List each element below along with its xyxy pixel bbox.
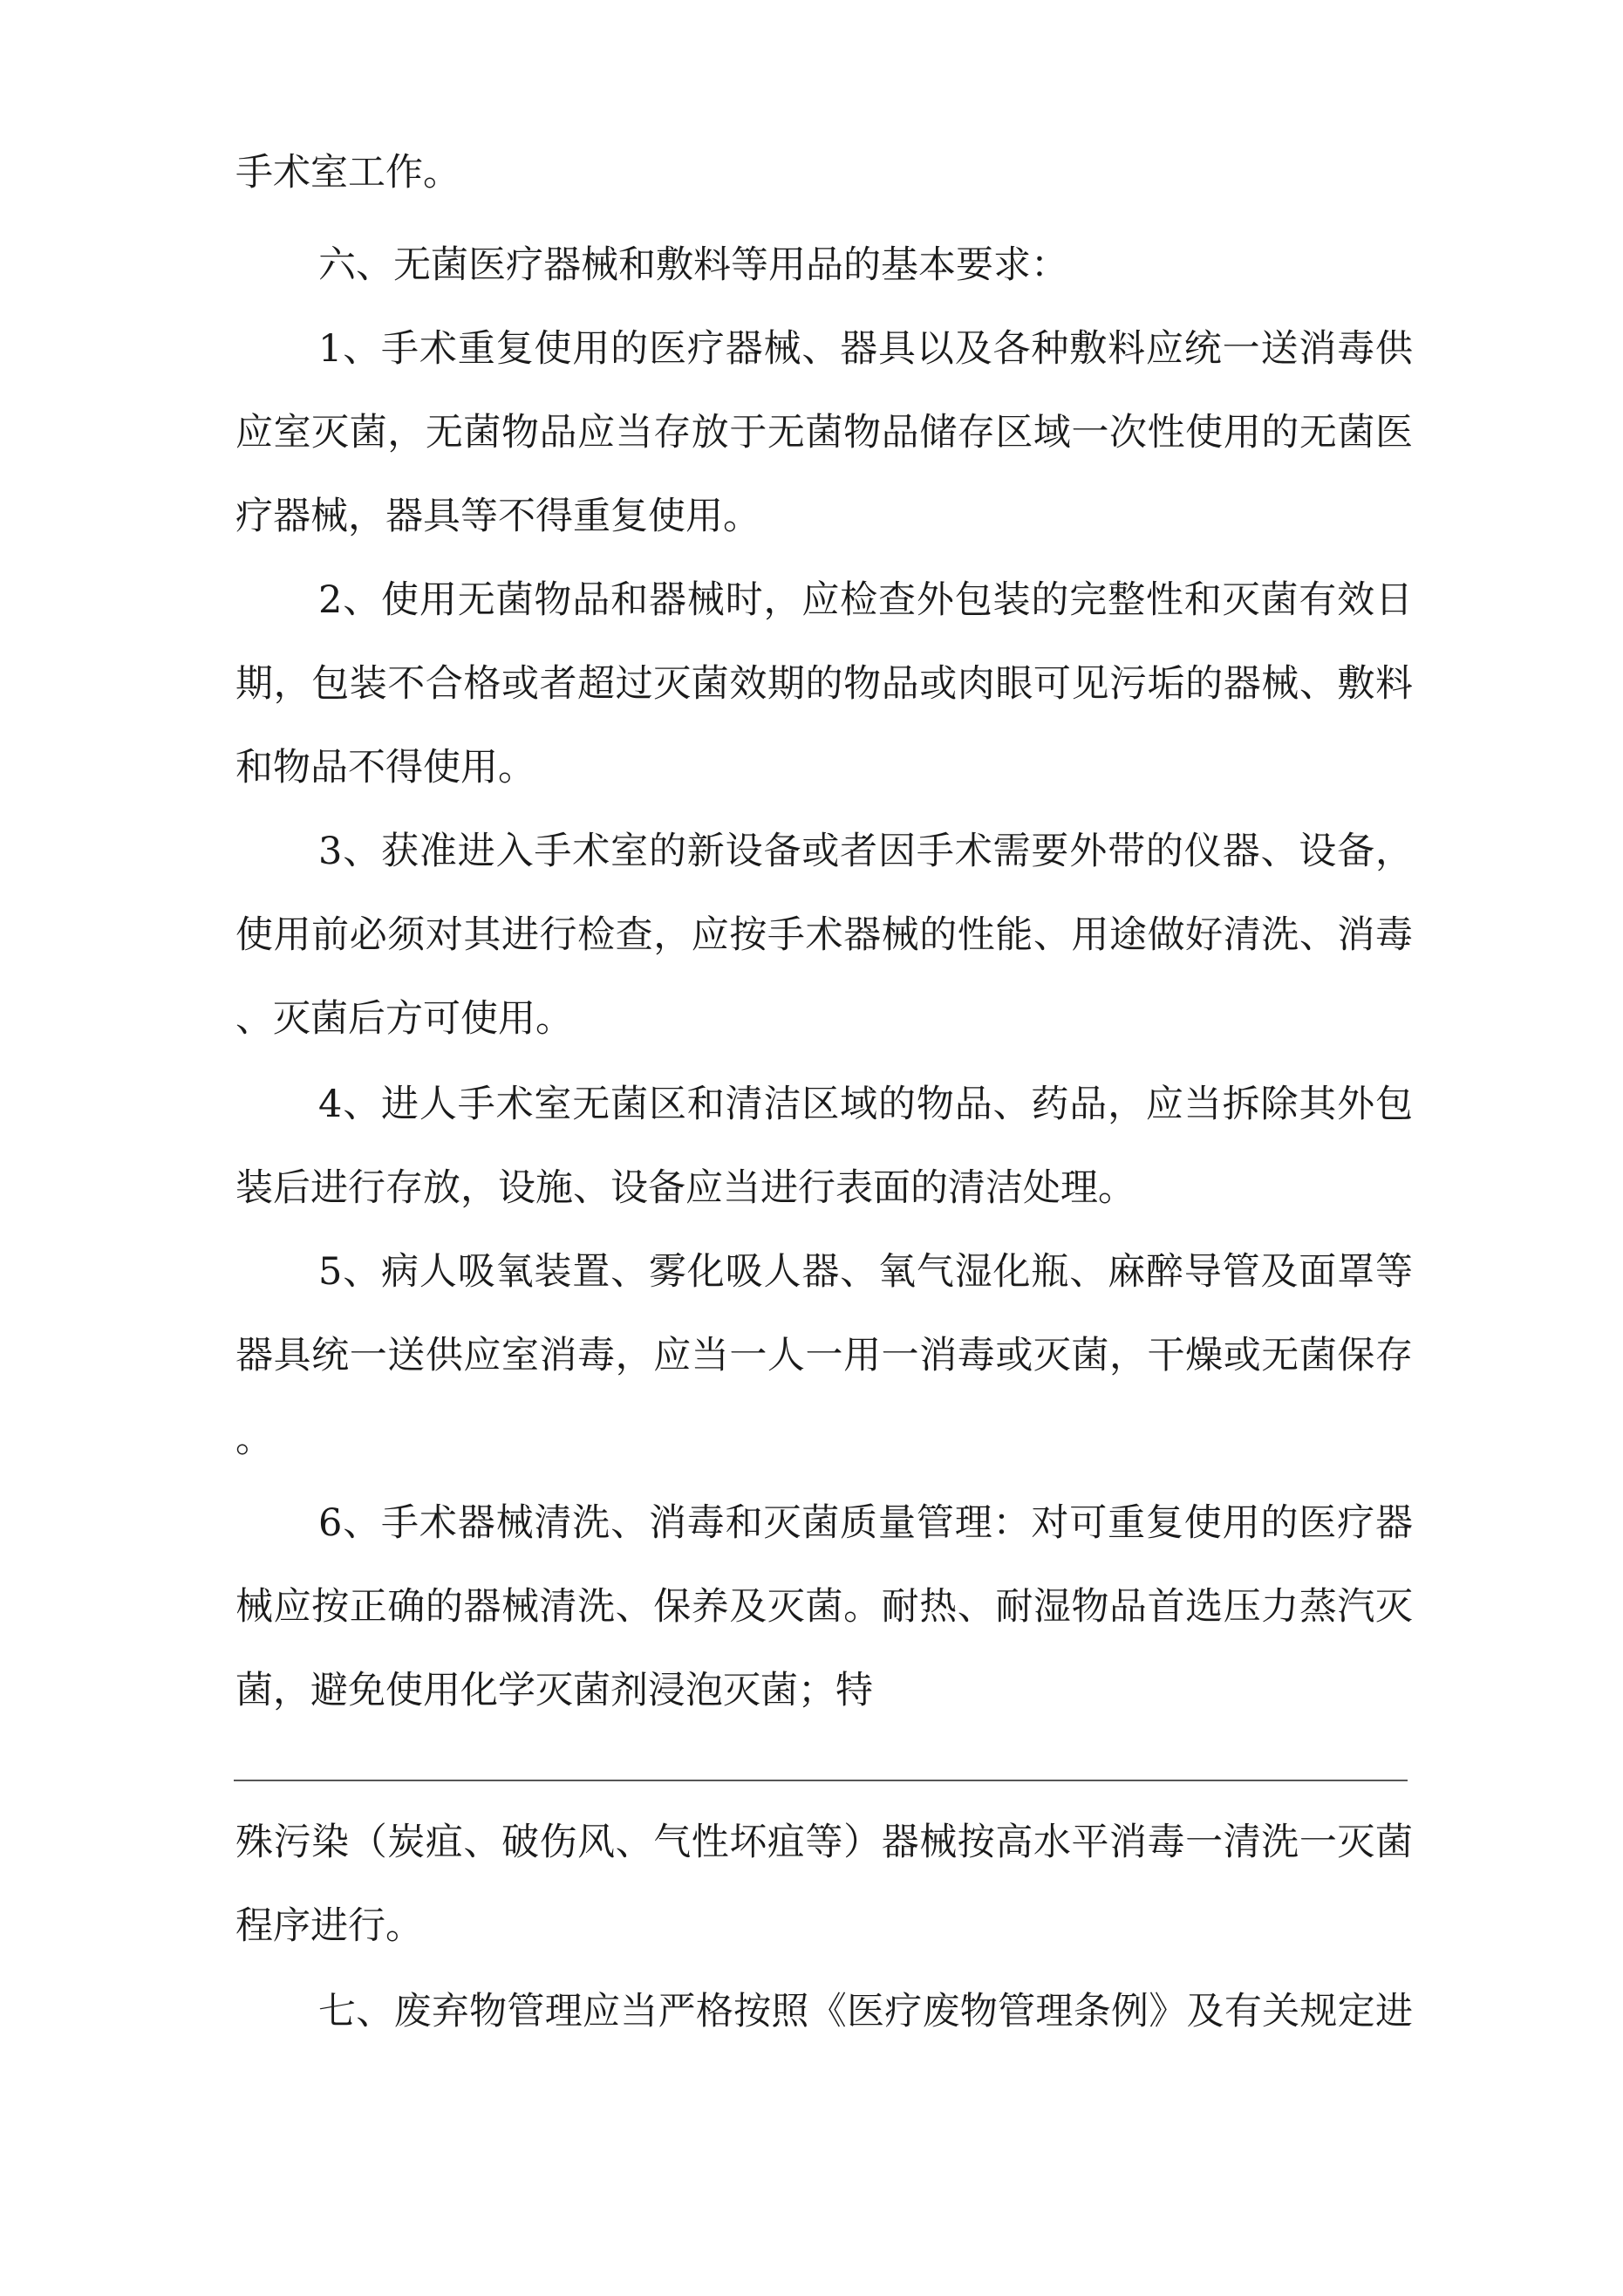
section-heading: 七、废弃物管理应当严格按照《医疗废物管理条例》及有关规定进 — [318, 1990, 1413, 2033]
text-line: 1、手术重复使用的医疗器械、器具以及各种敷料应统一送消毒供 — [318, 327, 1413, 371]
text-line: 。 — [235, 1418, 273, 1461]
section-heading: 六、无菌医疗器械和敷料等用品的基本要求： — [318, 243, 1068, 287]
text-line: 殊污染（炭疽、破伤风、气性坏疽等）器械按高水平消毒一清洗一灭菌 — [235, 1821, 1413, 1864]
text-line: 应室灭菌，无菌物品应当存放于无菌物品储存区域一次性使用的无菌医 — [235, 411, 1413, 454]
text-line: 器具统一送供应室消毒，应当一人一用一消毒或灭菌，干燥或无菌保存 — [235, 1334, 1413, 1377]
text-line: 械应按正确的器械清洗、保养及灭菌。耐热、耐湿物品首选压力蒸汽灭 — [235, 1585, 1413, 1629]
text-line: 菌，避免使用化学灭菌剂浸泡灭菌；特 — [235, 1669, 873, 1712]
page-divider — [234, 1780, 1408, 1781]
text-line: 3、获准进入手术室的新设备或者因手术需要外带的仪器、设备， — [318, 830, 1413, 873]
text-line: 和物品不得使用。 — [235, 746, 535, 789]
text-line: 6、手术器械清洗、消毒和灭菌质量管理：对可重复使用的医疗器 — [318, 1501, 1413, 1545]
text-line: 期，包装不合格或者超过灭菌效期的物品或肉眼可见污垢的器械、敷料 — [235, 662, 1413, 706]
text-line: 程序进行。 — [235, 1904, 423, 1948]
text-line: 手术室工作。 — [235, 151, 460, 195]
text-line: 、灭菌后方可使用。 — [235, 997, 573, 1041]
text-line: 疗器械，器具等不得重复使用。 — [235, 495, 760, 538]
text-line: 使用前必须对其进行检查，应按手术器械的性能、用途做好清洗、消毒 — [235, 913, 1413, 957]
text-line: 5、病人吸氧装置、雾化吸人器、氧气湿化瓶、麻醉导管及面罩等 — [318, 1250, 1413, 1294]
text-line: 2、使用无菌物品和器械时，应检查外包装的完整性和灭菌有效日 — [318, 578, 1413, 622]
text-line: 装后进行存放，设施、设备应当进行表面的清洁处理。 — [235, 1166, 1135, 1210]
text-line: 4、进人手术室无菌区和清洁区域的物品、药品，应当拆除其外包 — [318, 1083, 1413, 1126]
